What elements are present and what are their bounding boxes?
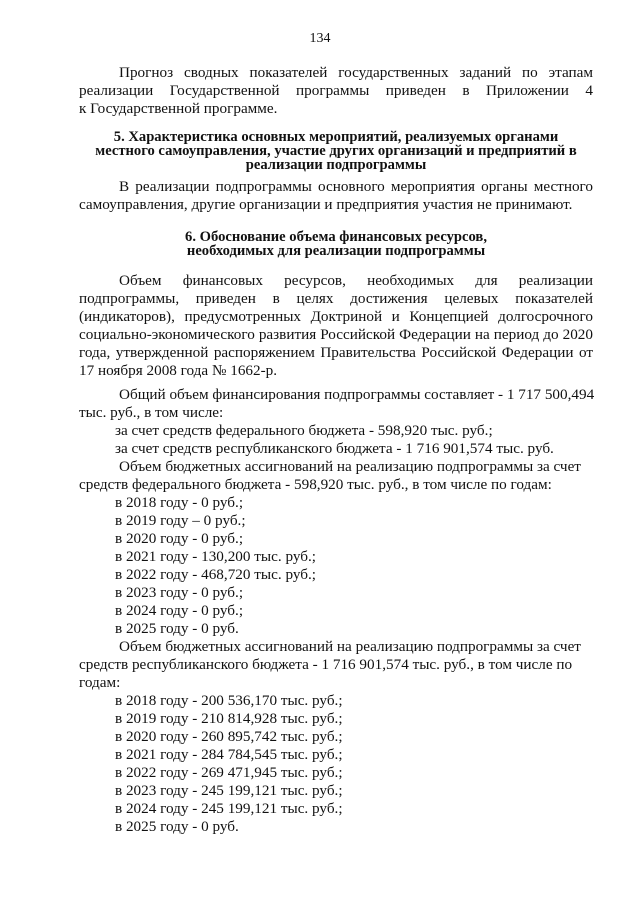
list-item: в 2024 году - 0 руб.;: [115, 602, 244, 619]
text-line: к Государственной программе.: [79, 100, 278, 117]
heading-line: 6. Обоснование объема финансовых ресурсов,: [185, 229, 487, 245]
list-item: в 2025 году - 0 руб.: [115, 620, 239, 637]
list-item: в 2021 году - 284 784,545 тыс. руб.;: [115, 746, 343, 763]
intro-paragraph: [79, 64, 593, 118]
heading-line: необходимых для реализации подпрограммы: [186, 243, 486, 259]
heading-line: реализации подпрограммы: [245, 157, 427, 173]
text-line: реализации Государственной программы приведен в Приложении 4: [79, 82, 593, 99]
republic-intro: [79, 638, 593, 692]
section-6-paragraph: [79, 272, 593, 380]
text-line: Общий объем финансирования подпрограммы составляет - 1 717 500,494: [119, 386, 595, 403]
section-5-heading: [79, 130, 593, 172]
republic-years-list: [79, 692, 593, 836]
text-line: года, утвержденной распоряжением Правительства Российской Федерации от: [79, 344, 593, 361]
text-line: подпрограммы, приведен в целях достижения целевых показателей: [79, 290, 593, 307]
text-line: 17 ноября 2008 года № 1662-р.: [79, 362, 278, 379]
total-financing: [79, 386, 593, 494]
list-item: в 2020 году - 0 руб.;: [115, 530, 244, 547]
list-item: в 2021 году - 130,200 тыс. руб.;: [115, 548, 316, 565]
text-line: Объем бюджетных ассигнований на реализацию подпрограммы за счет: [119, 638, 581, 655]
heading-line: 5. Характеристика основных мероприятий, реализуемых органами: [113, 129, 559, 145]
text-line: годам:: [79, 674, 121, 691]
federal-years-list: [79, 494, 593, 638]
text-line: (индикаторов), предусмотренных Доктриной и Концепцией долгосрочного: [79, 308, 593, 325]
text-line: за счет средств федерального бюджета - 598,920 тыс. руб.;: [115, 422, 493, 439]
page-number: 134: [309, 31, 331, 46]
list-item: в 2018 году - 0 руб.;: [115, 494, 244, 511]
list-item: в 2019 году – 0 руб.;: [115, 512, 246, 529]
list-item: в 2022 году - 269 471,945 тыс. руб.;: [115, 764, 343, 781]
text-line: Объем бюджетных ассигнований на реализацию подпрограммы за счет: [119, 458, 581, 475]
list-item: в 2023 году - 0 руб.;: [115, 584, 244, 601]
list-item: в 2025 году - 0 руб.: [115, 818, 239, 835]
list-item: в 2022 году - 468,720 тыс. руб.;: [115, 566, 316, 583]
list-item: в 2024 году - 245 199,121 тыс. руб.;: [115, 800, 343, 817]
text-line: Прогноз сводных показателей государственных заданий по этапам: [119, 64, 593, 81]
text-line: Объем финансовых ресурсов, необходимых для реализации: [119, 272, 593, 289]
section-6-heading: [79, 230, 593, 258]
heading-line: местного самоуправления, участие других организаций и предприятий в: [95, 143, 577, 159]
text-line: тыс. руб., в том числе:: [79, 404, 224, 421]
text-line: В реализации подпрограммы основного мероприятия органы местного: [119, 178, 593, 195]
text-line: средств республиканского бюджета - 1 716 901,574 тыс. руб., в том числе по: [79, 656, 573, 673]
list-item: в 2019 году - 210 814,928 тыс. руб.;: [115, 710, 343, 727]
list-item: в 2020 году - 260 895,742 тыс. руб.;: [115, 728, 343, 745]
text-line: за счет средств республиканского бюджета - 1 716 901,574 тыс. руб.: [115, 440, 554, 457]
text-line: социально-экономического развития Российской Федерации на период до 2020: [79, 326, 593, 343]
text-line: средств федерального бюджета - 598,920 тыс. руб., в том числе по годам:: [79, 476, 552, 493]
list-item: в 2023 году - 245 199,121 тыс. руб.;: [115, 782, 343, 799]
text-line: самоуправления, другие организации и предприятия участия не принимают.: [79, 196, 573, 213]
list-item: в 2018 году - 200 536,170 тыс. руб.;: [115, 692, 343, 709]
section-5-body: [79, 178, 593, 214]
